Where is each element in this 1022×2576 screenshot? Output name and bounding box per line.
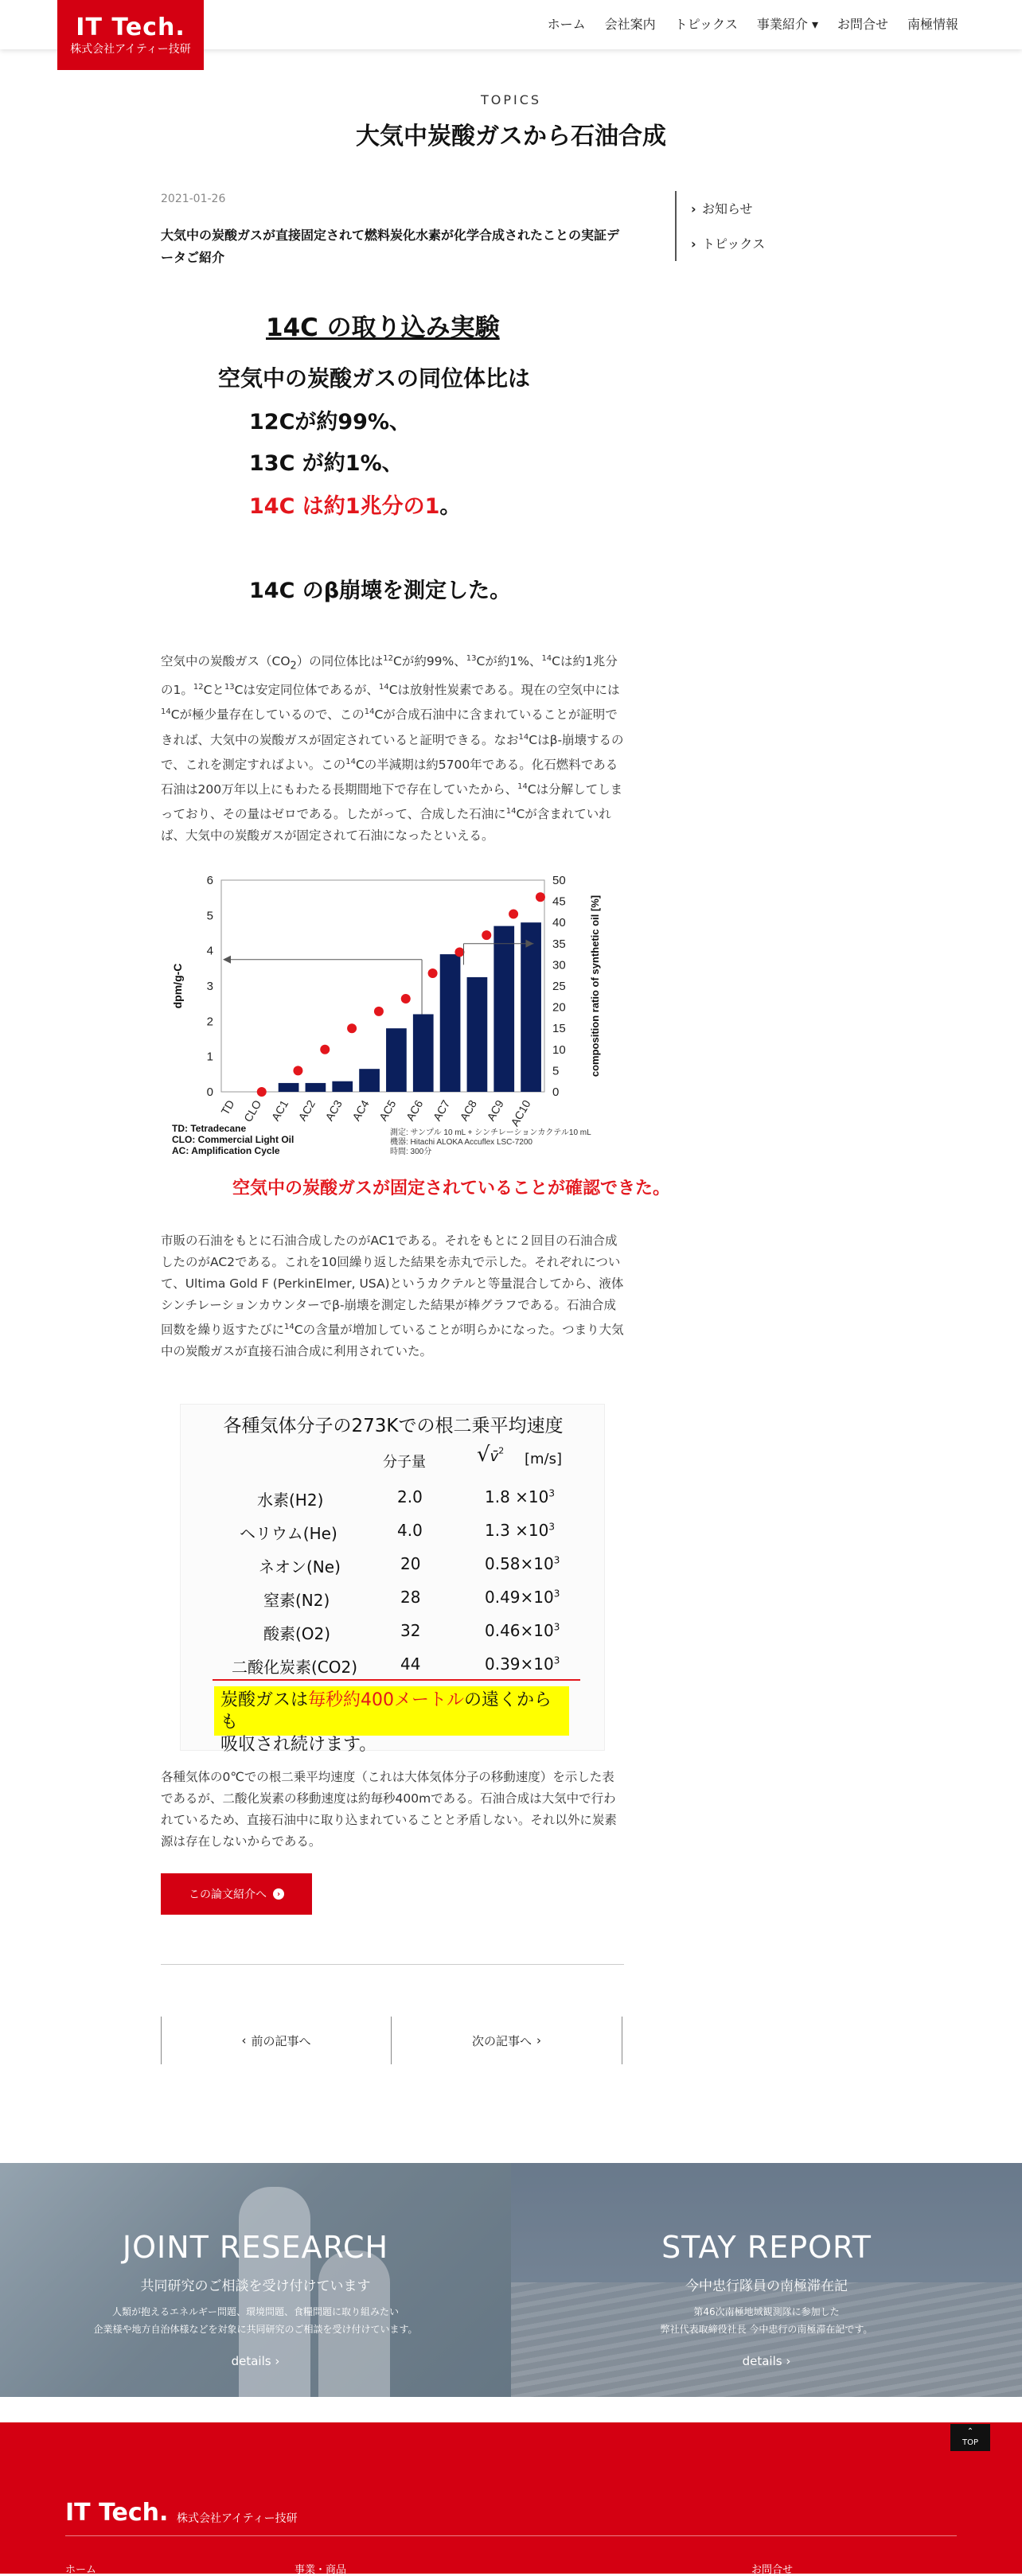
x-tick-label: AC5 bbox=[376, 1097, 399, 1124]
chart-caption-text: 空気中の炭酸ガスが固定されていることが確認できた。 bbox=[232, 1179, 670, 1198]
article-paragraph-2: 市販の石油をもとに石油合成したのがAC1である。それをもとに２回目の石油合成したのがAC2である。これを10回繰り返した結果を赤丸で示した。それぞれについて、Ultima Gold F (PerkinElmer, USA)というカクテルと等量混合してから、液体シンチレーションカウンターでβ-崩壊を測定した結果が棒グラフである。石油合成回数を繰り返すたびに$^{14}$Cの含量が増加していることが明らかになった。つまり大気中の炭酸ガスが直接石油合成に利用されていた。 bbox=[161, 1233, 624, 1359]
table-underline bbox=[213, 1679, 580, 1681]
table-title: 各種気体分子の273Kでの根二乗平均速度 bbox=[223, 1416, 564, 1436]
gas-speed-value: 1.3 ×10 bbox=[485, 1521, 549, 1540]
slide-line-13c: 13C が約1%、 bbox=[249, 451, 404, 476]
gas-speed-value: 0.58×10 bbox=[485, 1554, 554, 1573]
y-tick-label: 3 bbox=[206, 980, 213, 993]
slide-line-14c bbox=[249, 489, 461, 520]
bar-ac1 bbox=[279, 1083, 299, 1092]
gas-speed-value: 0.46×10 bbox=[485, 1621, 554, 1640]
gas-speed-exp: 3 bbox=[548, 1521, 556, 1533]
highlight-note-line1 bbox=[214, 1686, 569, 1760]
prev-post-label: 前の記事へ bbox=[251, 2033, 311, 2048]
banner-desc-line: 人類が抱えるエネルギー問題、環境問題、食糧問題に取り組みたい bbox=[111, 2306, 399, 2317]
point-ac1 bbox=[293, 1066, 302, 1075]
banner-subtitle: 共同研究のご相談を受け付けています bbox=[140, 2278, 371, 2294]
banner-subtitle: 今中忠行隊員の南極滞在記 bbox=[685, 2278, 848, 2294]
main-nav bbox=[548, 14, 958, 33]
y2-tick-label: 45 bbox=[552, 894, 566, 909]
y2-tick-label: 35 bbox=[552, 937, 566, 951]
article-paragraph-3: 各種気体の0℃での根二乗平均速度（これは大体気体分子の移動速度）を示した表であるが、二酸化炭素の移動速度は約毎秒400mである。石油合成は大気中で行われているため、直接石油中に取り込まれていることと矛盾しない。それ以外に炭素源は存在しないからである。 bbox=[161, 1770, 617, 1849]
note-part2: 毎秒約400メートル bbox=[308, 1690, 465, 1710]
y2-tick-label: 20 bbox=[552, 1000, 566, 1015]
footer-nav-contact[interactable]: お問合せ bbox=[751, 2564, 794, 2576]
slide-line-beta: 14C のβ崩壊を測定した。 bbox=[249, 579, 512, 603]
point-ac8 bbox=[482, 930, 491, 940]
sidebar-item-label: お知らせ bbox=[702, 201, 753, 216]
circle-arrow-right-icon: › bbox=[273, 1888, 284, 1900]
bar-ac10 bbox=[521, 922, 541, 1092]
chevron-right-icon: › bbox=[691, 236, 696, 251]
c14-chart bbox=[169, 867, 614, 1162]
site-logo[interactable] bbox=[57, 0, 204, 70]
banner-desc-line: 第46次南極地域観測隊に参加した bbox=[693, 2306, 840, 2317]
footer-company-name: 株式会社アイティー技研 bbox=[177, 2512, 298, 2525]
point-ac3 bbox=[347, 1023, 357, 1033]
sidebar-item-topics[interactable] bbox=[691, 236, 765, 253]
y-tick-label: 6 bbox=[206, 874, 213, 887]
y2-tick-label: 5 bbox=[552, 1064, 560, 1078]
y2-tick-label: 15 bbox=[552, 1022, 566, 1036]
bar-ac9 bbox=[493, 926, 514, 1092]
bar-ac7 bbox=[440, 954, 461, 1092]
back-to-top-button[interactable] bbox=[950, 2424, 990, 2451]
y2-tick-label: 25 bbox=[552, 980, 566, 993]
point-ac7 bbox=[454, 947, 464, 957]
section-label: TOPICS bbox=[480, 92, 542, 107]
next-post-label: 次の記事へ bbox=[471, 2033, 532, 2048]
x-tick-label: AC7 bbox=[430, 1097, 453, 1124]
gas-speed bbox=[485, 1654, 560, 1674]
details-link[interactable] bbox=[511, 2354, 1022, 2368]
bar-ac2 bbox=[306, 1083, 326, 1092]
y2-tick-label: 10 bbox=[552, 1042, 566, 1057]
bar-ac3 bbox=[332, 1081, 353, 1092]
gas-speed bbox=[485, 1588, 560, 1607]
y2-tick-label: 40 bbox=[552, 916, 566, 930]
highlight-note bbox=[214, 1686, 569, 1755]
point-clo bbox=[257, 1087, 267, 1097]
banner-description bbox=[0, 2303, 511, 2338]
bar-ac4 bbox=[359, 1069, 380, 1092]
gas-speed-table bbox=[180, 1404, 605, 1755]
logo-main-text: IT Tech. bbox=[76, 14, 185, 41]
slide-line-14c-text: 14C は約1兆分の1 bbox=[249, 494, 440, 519]
x-tick-label: CLO bbox=[241, 1097, 264, 1124]
article-paragraph-1: 空気中の炭酸ガス$(CO_2)$の同位体比は$^{12}$Cが約99%、$^{13}$Cが約1%、$^{14}$Cは約1兆分の1。$^{12}$Cと$^{13}$Cは安定同位体であるが、$^{14}$Cは放射性炭素である。現在の空気中には$^{14}$Cが極少量存在しているので、この$^{14}$Cが合成石油中に含まれていることが証明できれば、大気中の炭酸ガスが固定されていると証明できる。なお$^{14}$Cはβ-崩壊するので、これを測定すればよい。この$^{14}$Cの半減期は約5700年である。化石燃料である石油は200万年以上にもわたる長期間地下で存在していたから、$^{14}$Cは分解してしまっており、その量はゼロである。したがって、合成した石油に$^{14}$Cが含まれていれば、大気中の炭酸ガスが固定されて石油になったといえる。 bbox=[161, 654, 624, 844]
gas-name: 窒素(N2) bbox=[263, 1591, 330, 1610]
gas-mass: 20 bbox=[400, 1554, 421, 1573]
legend-left-item: TD: Tetradecane bbox=[172, 1123, 247, 1134]
paper-link-button[interactable] bbox=[161, 1873, 312, 1915]
footer-divider bbox=[65, 2535, 957, 2536]
x-tick-label: AC3 bbox=[322, 1097, 345, 1124]
joint-research-banner[interactable] bbox=[0, 2163, 511, 2397]
stay-report-banner[interactable] bbox=[511, 2163, 1022, 2397]
chevron-right-icon: › bbox=[691, 201, 696, 216]
details-label: details bbox=[231, 2354, 271, 2368]
logo-sub-text: 株式会社アイティー技研 bbox=[70, 43, 191, 56]
gas-speed-exp: 3 bbox=[548, 1487, 556, 1499]
y-tick-label: 1 bbox=[206, 1050, 213, 1064]
x-tick-label: TD bbox=[218, 1097, 237, 1117]
gas-name: ネオン(Ne) bbox=[259, 1557, 341, 1576]
prev-post-button[interactable] bbox=[161, 2017, 392, 2064]
banner-desc-line: 弊社代表取締役社長 今中忠行の南極滞在記です。 bbox=[660, 2324, 873, 2335]
gas-speed bbox=[485, 1621, 560, 1640]
gas-speed-exp: 3 bbox=[553, 1588, 560, 1600]
y2-tick-label: 0 bbox=[552, 1085, 560, 1099]
sqrt-v2-symbol: √v̄$^2$ bbox=[477, 1443, 505, 1467]
nav-item-business-label: 事業紹介 bbox=[756, 17, 808, 32]
bar-ac5 bbox=[386, 1028, 407, 1092]
bar-ac8 bbox=[467, 977, 488, 1092]
caret-up-icon: ⌃ bbox=[966, 2427, 974, 2436]
nav-item-company[interactable]: 会社案内 bbox=[604, 17, 656, 32]
chevron-left-icon: ‹ bbox=[241, 2033, 247, 2048]
gas-speed bbox=[485, 1554, 560, 1573]
y-tick-label: 2 bbox=[206, 1015, 213, 1029]
legend-right-item: 測定: サンプル 10 mL + シンチレーションカクテル10 mL bbox=[390, 1128, 591, 1137]
legend-right-item: 時間: 300分 bbox=[390, 1148, 432, 1156]
slide-heading: 空気中の炭酸ガスの同位体比は bbox=[218, 365, 531, 392]
details-link[interactable] bbox=[0, 2354, 511, 2368]
gas-name: 二酸化炭素(CO2) bbox=[232, 1658, 358, 1677]
y2-tick-label: 30 bbox=[552, 958, 566, 972]
banner-desc-line: 企業様や地方自治体様などを対象に共同研究のご相談を受け付けています。 bbox=[93, 2324, 418, 2335]
point-ac9 bbox=[509, 910, 518, 919]
banner-title: STAY REPORT bbox=[661, 2230, 872, 2265]
caret-down-icon: ▾ bbox=[811, 17, 818, 32]
x-tick-label: AC10 bbox=[508, 1097, 533, 1128]
gas-mass: 32 bbox=[400, 1621, 421, 1640]
gas-name: ヘリウム(He) bbox=[240, 1524, 337, 1543]
point-ac4 bbox=[374, 1007, 384, 1016]
point-ac6 bbox=[428, 968, 438, 978]
note-part3: の遠くからも bbox=[220, 1690, 552, 1732]
slide-line-14c-suffix: 。 bbox=[439, 494, 462, 519]
annotation-arrowhead bbox=[223, 956, 231, 964]
slide-title: 14C の取り込み実験 bbox=[266, 314, 500, 342]
x-tick-label: AC2 bbox=[295, 1097, 318, 1124]
column-header-mass: 分子量 bbox=[383, 1454, 426, 1471]
footer-logo[interactable]: IT Tech. bbox=[65, 2499, 169, 2527]
y-axis-title: dpm/g-C bbox=[171, 963, 184, 1009]
note-part4: 吸収され続けます。 bbox=[220, 1735, 377, 1755]
gas-speed-exp: 3 bbox=[553, 1554, 560, 1566]
legend-left-item: AC: Amplification Cycle bbox=[172, 1145, 280, 1156]
page-title: 大気中炭酸ガスから石油合成 bbox=[356, 123, 666, 150]
point-ac10 bbox=[536, 892, 545, 902]
nav-item-home[interactable]: ホーム bbox=[547, 17, 586, 32]
x-tick-label: AC1 bbox=[268, 1097, 291, 1124]
gas-speed-exp: 3 bbox=[553, 1654, 560, 1666]
sidebar-item-label: トピックス bbox=[702, 236, 766, 251]
x-tick-label: AC4 bbox=[349, 1097, 372, 1124]
gas-speed bbox=[485, 1521, 555, 1540]
nav-item-contact[interactable]: お問合せ bbox=[837, 17, 888, 32]
site-footer bbox=[0, 2422, 1022, 2574]
footer-nav-business[interactable]: 事業・商品 bbox=[295, 2564, 347, 2576]
gas-mass: 4.0 bbox=[397, 1521, 423, 1540]
gas-speed-value: 0.49×10 bbox=[485, 1588, 554, 1607]
gas-speed-value: 1.8 ×10 bbox=[485, 1487, 549, 1506]
bar-ac6 bbox=[413, 1014, 434, 1092]
gas-mass: 28 bbox=[400, 1588, 421, 1607]
point-ac5 bbox=[401, 994, 411, 1004]
nav-item-antarctica[interactable]: 南極情報 bbox=[907, 17, 958, 32]
post-date: 2021-01-26 bbox=[161, 193, 226, 205]
back-to-top-label: TOP bbox=[962, 2438, 978, 2447]
paper-link-label: この論文紹介へ bbox=[189, 1888, 267, 1901]
gas-mass: 44 bbox=[400, 1654, 421, 1674]
legend-right-item: 機器: Hitachi ALOKA Accuflex LSC-7200 bbox=[390, 1138, 532, 1147]
next-post-button[interactable] bbox=[392, 2017, 622, 2064]
chevron-right-icon: › bbox=[275, 2354, 280, 2368]
gas-speed-value: 0.39×10 bbox=[485, 1654, 554, 1674]
legend-left-item: CLO: Commercial Light Oil bbox=[172, 1134, 295, 1145]
x-tick-label: AC6 bbox=[403, 1097, 426, 1124]
y2-tick-label: 50 bbox=[552, 874, 566, 887]
chevron-right-icon: › bbox=[536, 2033, 541, 2048]
slide-line-12c: 12Cが約99%、 bbox=[249, 410, 412, 435]
sidebar bbox=[675, 191, 765, 261]
gas-speed-exp: 3 bbox=[553, 1621, 560, 1633]
post-lead: 大気中の炭酸ガスが直接固定されて燃料炭化水素が化学合成されたことの実証データご紹介 bbox=[161, 228, 620, 265]
chart-caption bbox=[0, 1175, 1022, 1199]
x-tick-label: AC9 bbox=[484, 1097, 506, 1124]
banner-title: JOINT RESEARCH bbox=[122, 2230, 389, 2265]
note-part1: 炭酸ガスは bbox=[220, 1690, 309, 1710]
details-label: details bbox=[742, 2354, 782, 2368]
y-tick-label: 0 bbox=[206, 1085, 213, 1099]
divider bbox=[161, 1964, 624, 1965]
nav-item-topics[interactable]: トピックス bbox=[674, 17, 738, 32]
gas-name: 水素(H2) bbox=[257, 1491, 324, 1510]
sidebar-item-news[interactable] bbox=[691, 201, 765, 218]
footer-nav-home[interactable]: ホーム bbox=[65, 2564, 97, 2576]
nav-item-business[interactable] bbox=[757, 14, 818, 33]
x-tick-label: AC8 bbox=[457, 1097, 480, 1124]
chevron-right-icon: › bbox=[786, 2354, 791, 2368]
gas-name: 酸素(O2) bbox=[263, 1624, 331, 1643]
gas-mass: 2.0 bbox=[397, 1487, 423, 1506]
point-ac2 bbox=[320, 1045, 330, 1054]
y2-axis-title: composition ratio of synthetic oil [%] bbox=[589, 894, 601, 1078]
column-header-speed: [m/s] bbox=[525, 1451, 563, 1467]
gas-speed bbox=[485, 1487, 555, 1506]
y-tick-label: 5 bbox=[206, 909, 213, 923]
y-tick-label: 4 bbox=[206, 944, 213, 958]
banner-description bbox=[511, 2303, 1022, 2338]
